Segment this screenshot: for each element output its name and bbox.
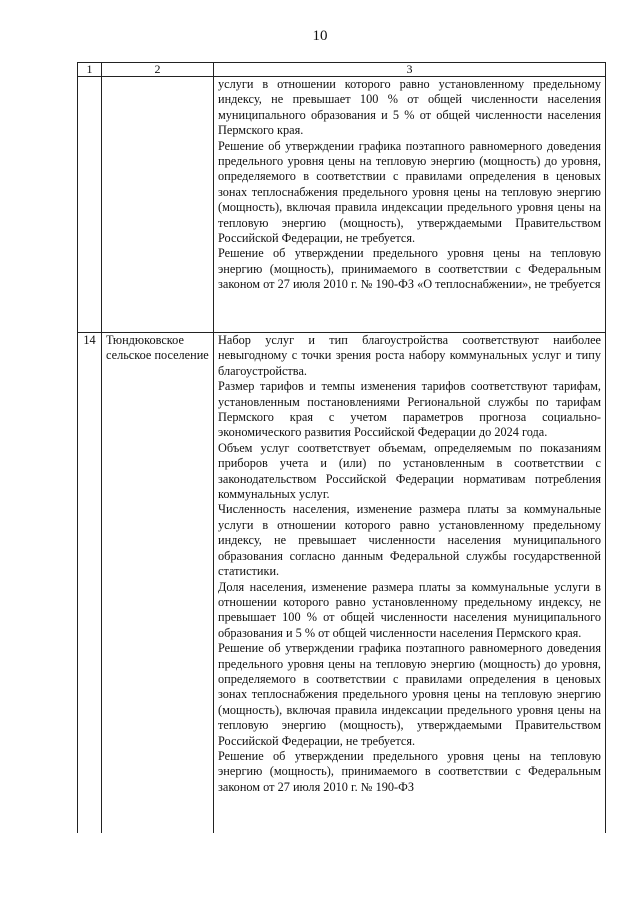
description-paragraph: Решение об утверждении графика поэтапного равномерного доведения предельного уровня цены на тепловую энергию (мощность) до уровня, определяемого в соответствии с правилами определения в ценовых зонах теплоснабжения предельного уровня цены на тепловую энергию (мощность), включая правила индексации предельного уровня цены на тепловую энергию (мощность), утверждаемыми Правительством Российской Федерации, не требуется. [218, 138, 601, 246]
description-paragraph: услуги в отношении которого равно установленному предельному индексу, не превышает 100 % от общей численности населения муниципального образования и 5 % от общей численности населения Пермского края. [218, 77, 601, 138]
description-paragraph: Решение об утверждении графика поэтапного равномерного доведения предельного уровня цены на тепловую энергию (мощность) до уровня, определяемого в соответствии с правилами определения в ценовых зонах теплоснабжения предельного уровня цены на тепловую энергию (мощность), включая правила индексации предельного уровня цены на тепловую энергию (мощность), утверждаемыми Правительством Российской Федерации, не требуется. [218, 641, 601, 748]
description-paragraph: Размер тарифов и темпы изменения тарифов соответствуют тарифам, установленным постановлениями Региональной службы по тарифам Пермского края с учетом параметров прогноза социально-экономического развития Российской Федерации до 2024 года. [218, 379, 601, 440]
document-table [77, 62, 606, 833]
description-paragraph: Численность населения, изменение размера платы за коммунальные услуги в отношении которого равно установленному предельному индексу, не превышает численности населения муниципального образования согласно данным Федеральной службы государственной статистики. [218, 502, 601, 579]
description-cell [214, 333, 606, 834]
table-row [78, 333, 606, 834]
description-paragraph: Объем услуг соответствует объемам, определяемым по показаниям приборов учета и (или) по установленным в соответствии с законодательством Российской Федерации нормативам потребления коммунальных услуг. [218, 440, 601, 502]
page-number: 10 [312, 28, 328, 44]
description-paragraph: Доля населения, изменение размера платы за коммунальные услуги в отношении которого равно установленному предельному индексу, не превышает 100 % от общей численности населения муниципального образования и 5 % от общей численности населения Пермского края. [218, 579, 601, 640]
header-cell-3: 3 [214, 63, 606, 77]
row-number-cell [78, 77, 102, 333]
description-cell [214, 77, 606, 333]
header-cell-2: 2 [102, 63, 214, 77]
table-row [78, 77, 606, 333]
settlement-name-cell: Тюндюковское сельское поселение [102, 333, 214, 834]
description-paragraph: Набор услуг и тип благоустройства соответствуют наиболее невыгодному с точки зрения роста набору коммунальных услуг и типу благоустройства. [218, 333, 601, 378]
table-header-row [78, 63, 606, 77]
row-number-cell: 14 [78, 333, 102, 834]
header-cell-1: 1 [78, 63, 102, 77]
settlement-name-cell [102, 77, 214, 333]
description-paragraph: Решение об утверждении предельного уровня цены на тепловую энергию (мощность), принимаемого в соответствии с Федеральным законом от 27 июля 2010 г. № 190-ФЗ «О теплоснабжении», не требуется [218, 246, 601, 292]
description-paragraph: Решение об утверждении предельного уровня цены на тепловую энергию (мощность), принимаемого в соответствии с Федеральным законом от 27 июля 2010 г. № 190-ФЗ [218, 748, 601, 794]
